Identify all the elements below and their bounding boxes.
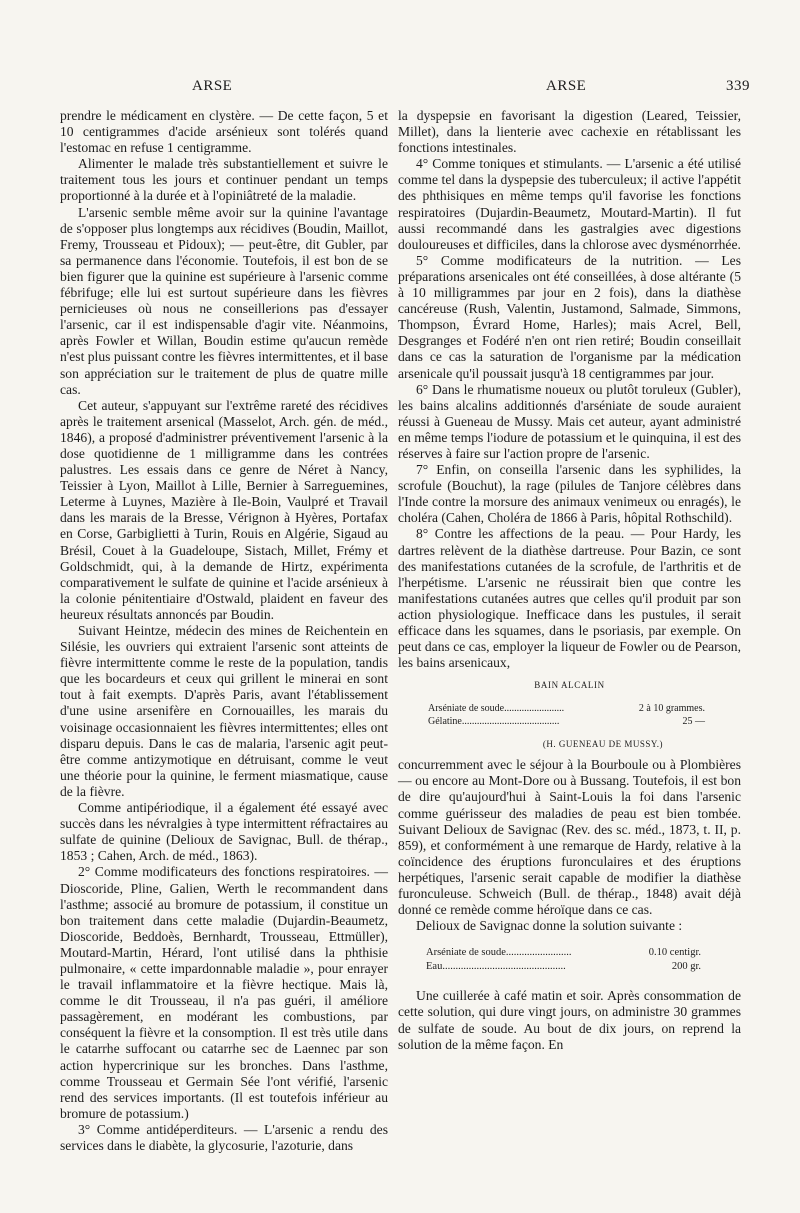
paragraph: 8° Contre les affections de la peau. — Pour Hardy, les dartres relèvent de la diathèse dartreuse. Pour Bazin, ce sont des manifestations cutanées de la scrofule, de l'arthritis et de l'herpétisme. L'arsenic ne réussirait bien que contre les manifestations cutanées autres que celles qu'il produit par son action physiologique. Inefficace dans les pustules, il serait efficace dans les squames, dans le psoriasis, par exemple. On peut dans ce cas, employer la liqueur de Fowler ou de Pearson, les bains arsenicaux, [398, 526, 741, 671]
paragraph: Comme antipériodique, il a également été essayé avec succès dans les névralgies à type intermittent réfractaires au sulfate de quinine (Delioux de Savignac, Bull. de thérap., 1853 ; Cahen, Arch. de méd., 1863). [60, 800, 388, 864]
formula-ingredient: Eau............................................... [426, 961, 566, 973]
page-number: 339 [726, 78, 750, 94]
formula-amount: 2 à 10 grammes. [638, 703, 705, 715]
right-column [398, 108, 741, 1053]
paragraph: Alimenter le malade très substantiellement et suivre le traitement tous les jours et continuer pendant un temps proportionné à la durée et à l'opiniâtreté de la maladie. [60, 156, 388, 204]
paragraph: 5° Comme modificateurs de la nutrition. — Les préparations arsenicales ont été conseillées, à dose altérante (5 à 10 milligrammes par jour en 2 fois), dans la diathèse cancéreuse (Rush, Valentin, Justamond, Salmade, Simmons, Thompson, Évrard Home, Harles); mais Acrel, Bell, Desgranges et Fodéré n'en ont rien retiré; Boudin conseillait dans ce cas la saturation de l'organisme par la médication arsenicale qu'il poussait jusqu'à 18 centigrammes par jour. [398, 252, 741, 381]
formula-row [398, 702, 741, 715]
paragraph: 7° Enfin, on conseilla l'arsenic dans les syphilides, la scrofule (Bouchut), la rage (pilules de Tanjore célèbres dans l'Inde contre la morsure des animaux venimeux ou enragés), le choléra (Cahen, Choléra de 1866 à Paris, hôpital Rothschild). [398, 462, 741, 526]
formula-amount: 25 — [682, 716, 705, 728]
paragraph: concurremment avec le séjour à la Bourboule ou à Plombières — ou encore au Mont-Dore ou à Bussang. Toutefois, il est bon de dire qu'aujourd'hui à Saint-Louis la foi dans l'arsenic comme guérisseur des maladies de peau est bien tombée. Suivant Delioux de Savignac (Rev. des sc. méd., 1873, t. II, p. 859), et conformément à une remarque de Hardy, relative à la coïncidence des éruptions furonculaires et des éruptions herpétiques, l'arsenic serait capable de modifier la diathèse furonculeuse. Schweich (Bull. de thérap., 1848) avait déjà donné ce remède comme héroïque dans ce cas. [398, 757, 741, 918]
formula-amount: 200 gr. [671, 961, 701, 973]
paragraph: la dyspepsie en favorisant la digestion (Leared, Teissier, Millet), dans la lienterie avec cachexie en rétablissant les fonctions intestinales. [398, 108, 741, 156]
paragraph: Suivant Heintze, médecin des mines de Reichentein en Silésie, les ouvriers qui extraient l'arsenic sont atteints de fièvre intermittente comme le reste de la population, tandis que les bocardeurs et ceux qui grillent le minerai en sont tout à fait exempts. D'après Paris, avant l'établissement d'une usine arsenifère en Cornouailles, les marais du voisinage occasionnaient les fièvres intermittentes; elles ont disparu depuis. Dans le cas de malaria, l'arsenic agit peut-être comme antizymotique en détruisant, comme le veut une théorie pour la quinine, le ferment miasmatique, cause de la fièvre. [60, 623, 388, 799]
formula-ingredient: Arséniate de soude......................... [426, 947, 572, 959]
paragraph: Delioux de Savignac donne la solution suivante : [416, 918, 683, 934]
formula-bain-alcalin [398, 679, 741, 751]
running-head-left: ARSE [192, 78, 233, 94]
formula-row [398, 946, 741, 960]
paragraph: 4° Comme toniques et stimulants. — L'arsenic a été utilisé comme tel dans la dyspepsie des tuberculeux; il active l'appétit des phthisiques en même temps qu'il favorise les fonctions respiratoires (Dujardin-Beaumetz, Moutard-Martin). Il fut aussi recommandé dans les gastralgies avec digestions douloureuses et difficiles, dans la chlorose avec dysménorrhée. [398, 156, 741, 252]
paragraph: prendre le médicament en clystère. — De cette façon, 5 et 10 centigrammes d'acide arsénieux sont tolérés quand l'estomac en refuse 1 centigramme. [60, 108, 388, 156]
formula-row [398, 960, 741, 974]
paragraph: L'arsenic semble même avoir sur la quinine l'avantage de s'opposer plus longtemps aux récidives (Boudin, Maillot, Fremy, Trousseau et Pidoux); — peut-être, dit Gubler, par sa permanence dans l'économie. Toutefois, il est bon de se bien figurer que la quinine est supérieure à l'arsenic comme fébrifuge; elle lui est surtout supérieure dans les fièvres pernicieuses où nous ne conseillerions pas d'essayer l'arsenic, car il est indispensable d'agir vite. Néanmoins, après Fowler et Willan, Boudin estime qu'aucun remède n'est plus puissant contre les fièvres intermittentes, et il base son appréciation sur le traitement de plus de quatre mille cas. [60, 204, 388, 397]
paragraph: Une cuillerée à café matin et soir. Après consommation de cette solution, qui dure vingt jours, on administre 30 grammes de sulfate de soude. Au bout de dix jours, on reprend la solution de la même façon. En [398, 988, 741, 1052]
paragraph: 3° Comme antidéperditeurs. — L'arsenic a rendu des services dans le diabète, la glycosurie, l'azoturie, dans [60, 1121, 388, 1153]
left-column [60, 108, 388, 1154]
formula-title: BAIN ALCALIN [534, 680, 605, 691]
formula-solution [398, 946, 741, 974]
formula-ingredient: Arséniate de soude........................ [428, 703, 565, 715]
formula-ingredient: Gélatine....................................... [428, 716, 560, 728]
formula-row [398, 715, 741, 728]
paragraph: Cet auteur, s'appuyant sur l'extrême rareté des récidives après le traitement arsenical (Masselot, Arch. gén. de méd., 1846), a proposé d'administrer préventivement l'arsenic à la dose quotidienne de 1 milligramme dans les contrées palustres. Les essais dans ce genre de Néret à Nancy, Teissier à Lyon, Maillot à Lille, Bernier à Sarreguemines, Leterme à Luynes, Mazière à Ile-Boin, Vaulpré et Travail dans les marais de la Bresse, Vérignon à Hyères, Portafax en Corse, Garbiglietti à Turin, Rouis en Algérie, Sigaud au Brésil, Couet à la Guadeloupe, Sistach, Millet, Frémy et Goldschmidt, qui, à la demande de Hirtz, expérimenta comparativement le sulfate de quinine et l'acide arsénieux à la colonie pénitentiaire d'Ostwald, plaident en faveur des heureux résultats annoncés par Boudin. [60, 397, 388, 622]
paragraph: 2° Comme modificateurs des fonctions respiratoires. — Dioscoride, Pline, Galien, Werth le recommandent dans l'asthme; associé au bromure de potassium, il constitue un bon traitement dans cette maladie (Dujardin-Beaumetz, Dioscoride, Beddoès, Bernhardt, Trousseau, Ettmüller), Moutard-Martin, Hérard, l'ont utilisé dans la phthisie pulmonaire, « cette impardonnable maladie », pour enrayer le travail inflammatoire et la fièvre hectique. Mais là, comme le dit Trousseau, il n'a pas guéri, il améliore passagèrement, en modérant les combustions, par conséquent la fièvre et la consomption. Il est très utile dans le catarrhe suffocant ou catarrhe sec de Laennec par son action hypercrinique sur les bronches. Dans l'asthme, comme Trousseau et Germain Sée l'ont vérifié, l'arsenic rend des services importants. (Il est toutefois inférieur au bromure de potassium.) [60, 864, 388, 1121]
formula-source: (H. GUENEAU DE MUSSY.) [542, 739, 663, 750]
paragraph: 6° Dans le rhumatisme noueux ou plutôt toruleux (Gubler), les bains alcalins additionnés d'arséniate de soude auraient réussi à Gueneau de Mussy. Mais cet auteur, ayant administré en même temps l'iodure de potassium et le quinquina, il est des réserves à faire sur l'action propre de l'arsenic. [398, 381, 741, 461]
formula-amount: 0.10 centigr. [648, 947, 701, 959]
running-head-right: ARSE [546, 78, 587, 94]
